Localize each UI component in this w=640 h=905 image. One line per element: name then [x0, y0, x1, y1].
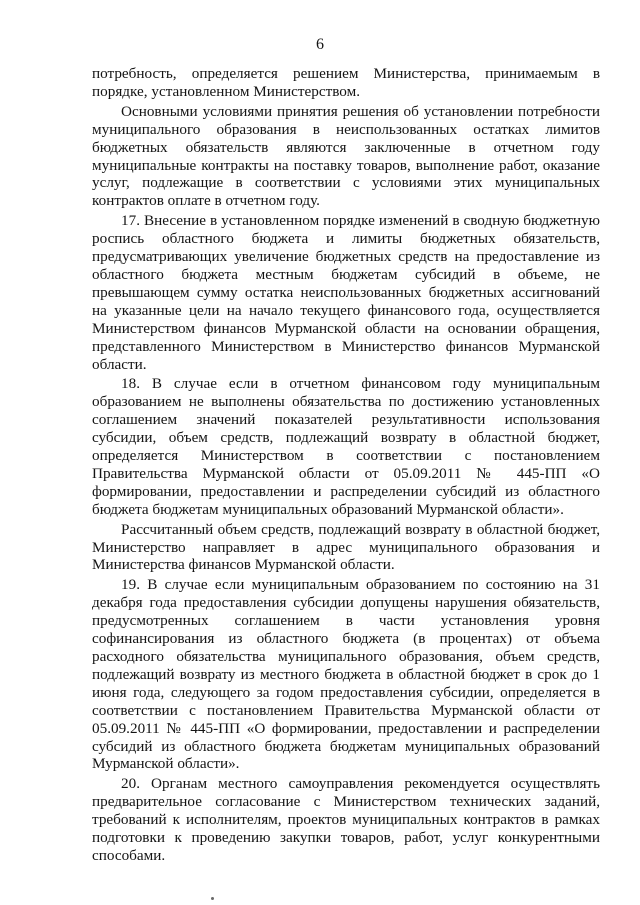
scan-speck — [211, 897, 214, 900]
paragraph-refund-calculation: Рассчитанный объем средств, подлежащий возврату в областной бюджет, Министерство направляет в адрес муниципального образования и Министерства финансов Мурманской области. — [92, 520, 600, 574]
paragraph-continuation: потребность, определяется решением Министерства, принимаемым в порядке, установленном Министерством. — [92, 65, 600, 100]
paragraph-clause-18: 18. В случае если в отчетном финансовом году муниципальным образованием не выполнены обязательства по достижению установленных соглашением значений показателей результативности использования субсидии, объем средств, подлежащий возврату в областной бюджет, определяется Министерством в соответствии с постановлением Правительства Мурманской области от 05.09.2011 № 445-ПП «О формировании, предоставлении и распределении субсидий из областного бюджета бюджетам муниципальных образований Мурманской области». — [92, 375, 600, 518]
page-number: 6 — [316, 36, 324, 53]
document-body — [92, 65, 600, 867]
paragraph-conditions: Основными условиями принятия решения об установлении потребности муниципального образования в неиспользованных остатках лимитов бюджетных обязательств являются заключенные в отчетном году муниципальные контракты на поставку товаров, выполнение работ, оказание услуг, подлежащие в соответствии с условиями этих муниципальных контрактов оплате в отчетном году. — [92, 102, 600, 210]
paragraph-clause-20: 20. Органам местного самоуправления рекомендуется осуществлять предварительное согласование с Министерством технических заданий, требований к исполнителям, проектов муниципальных контрактов в рамках подготовки к проведению закупки товаров, работ, услуг конкурентными способами. — [92, 775, 600, 864]
paragraph-clause-17: 17. Внесение в установленном порядке изменений в сводную бюджетную роспись областного бюджета и лимиты бюджетных обязательств, предусматривающих увеличение бюджетных средств на предоставление из областного бюджета местным бюджетам субсидий в объеме, не превышающем сумму остатка неиспользованных бюджетных ассигнований на указанные цели на начало текущего финансового года, осуществляется Министерством финансов Мурманской области на основании обращения, представленного Министерством в Министерство финансов Мурманской области. — [92, 212, 600, 373]
paragraph-clause-19: 19. В случае если муниципальным образованием по состоянию на 31 декабря года предоставления субсидии допущены нарушения обязательств, предусмотренных соглашением в части установления уровня софинансирования из областного бюджета (в процентах) от объема расходного обязательства муниципального образования, объем средств, подлежащий возврату из местного бюджета в областной бюджет в срок до 1 июня года, следующего за годом предоставления субсидии, определяется в соответствии с постановлением Правительства Мурманской области от 05.09.2011 № 445-ПП «О формировании, предоставлении и распределении субсидий из областного бюджета бюджетам муниципальных образований Мурманской области». — [92, 576, 600, 773]
